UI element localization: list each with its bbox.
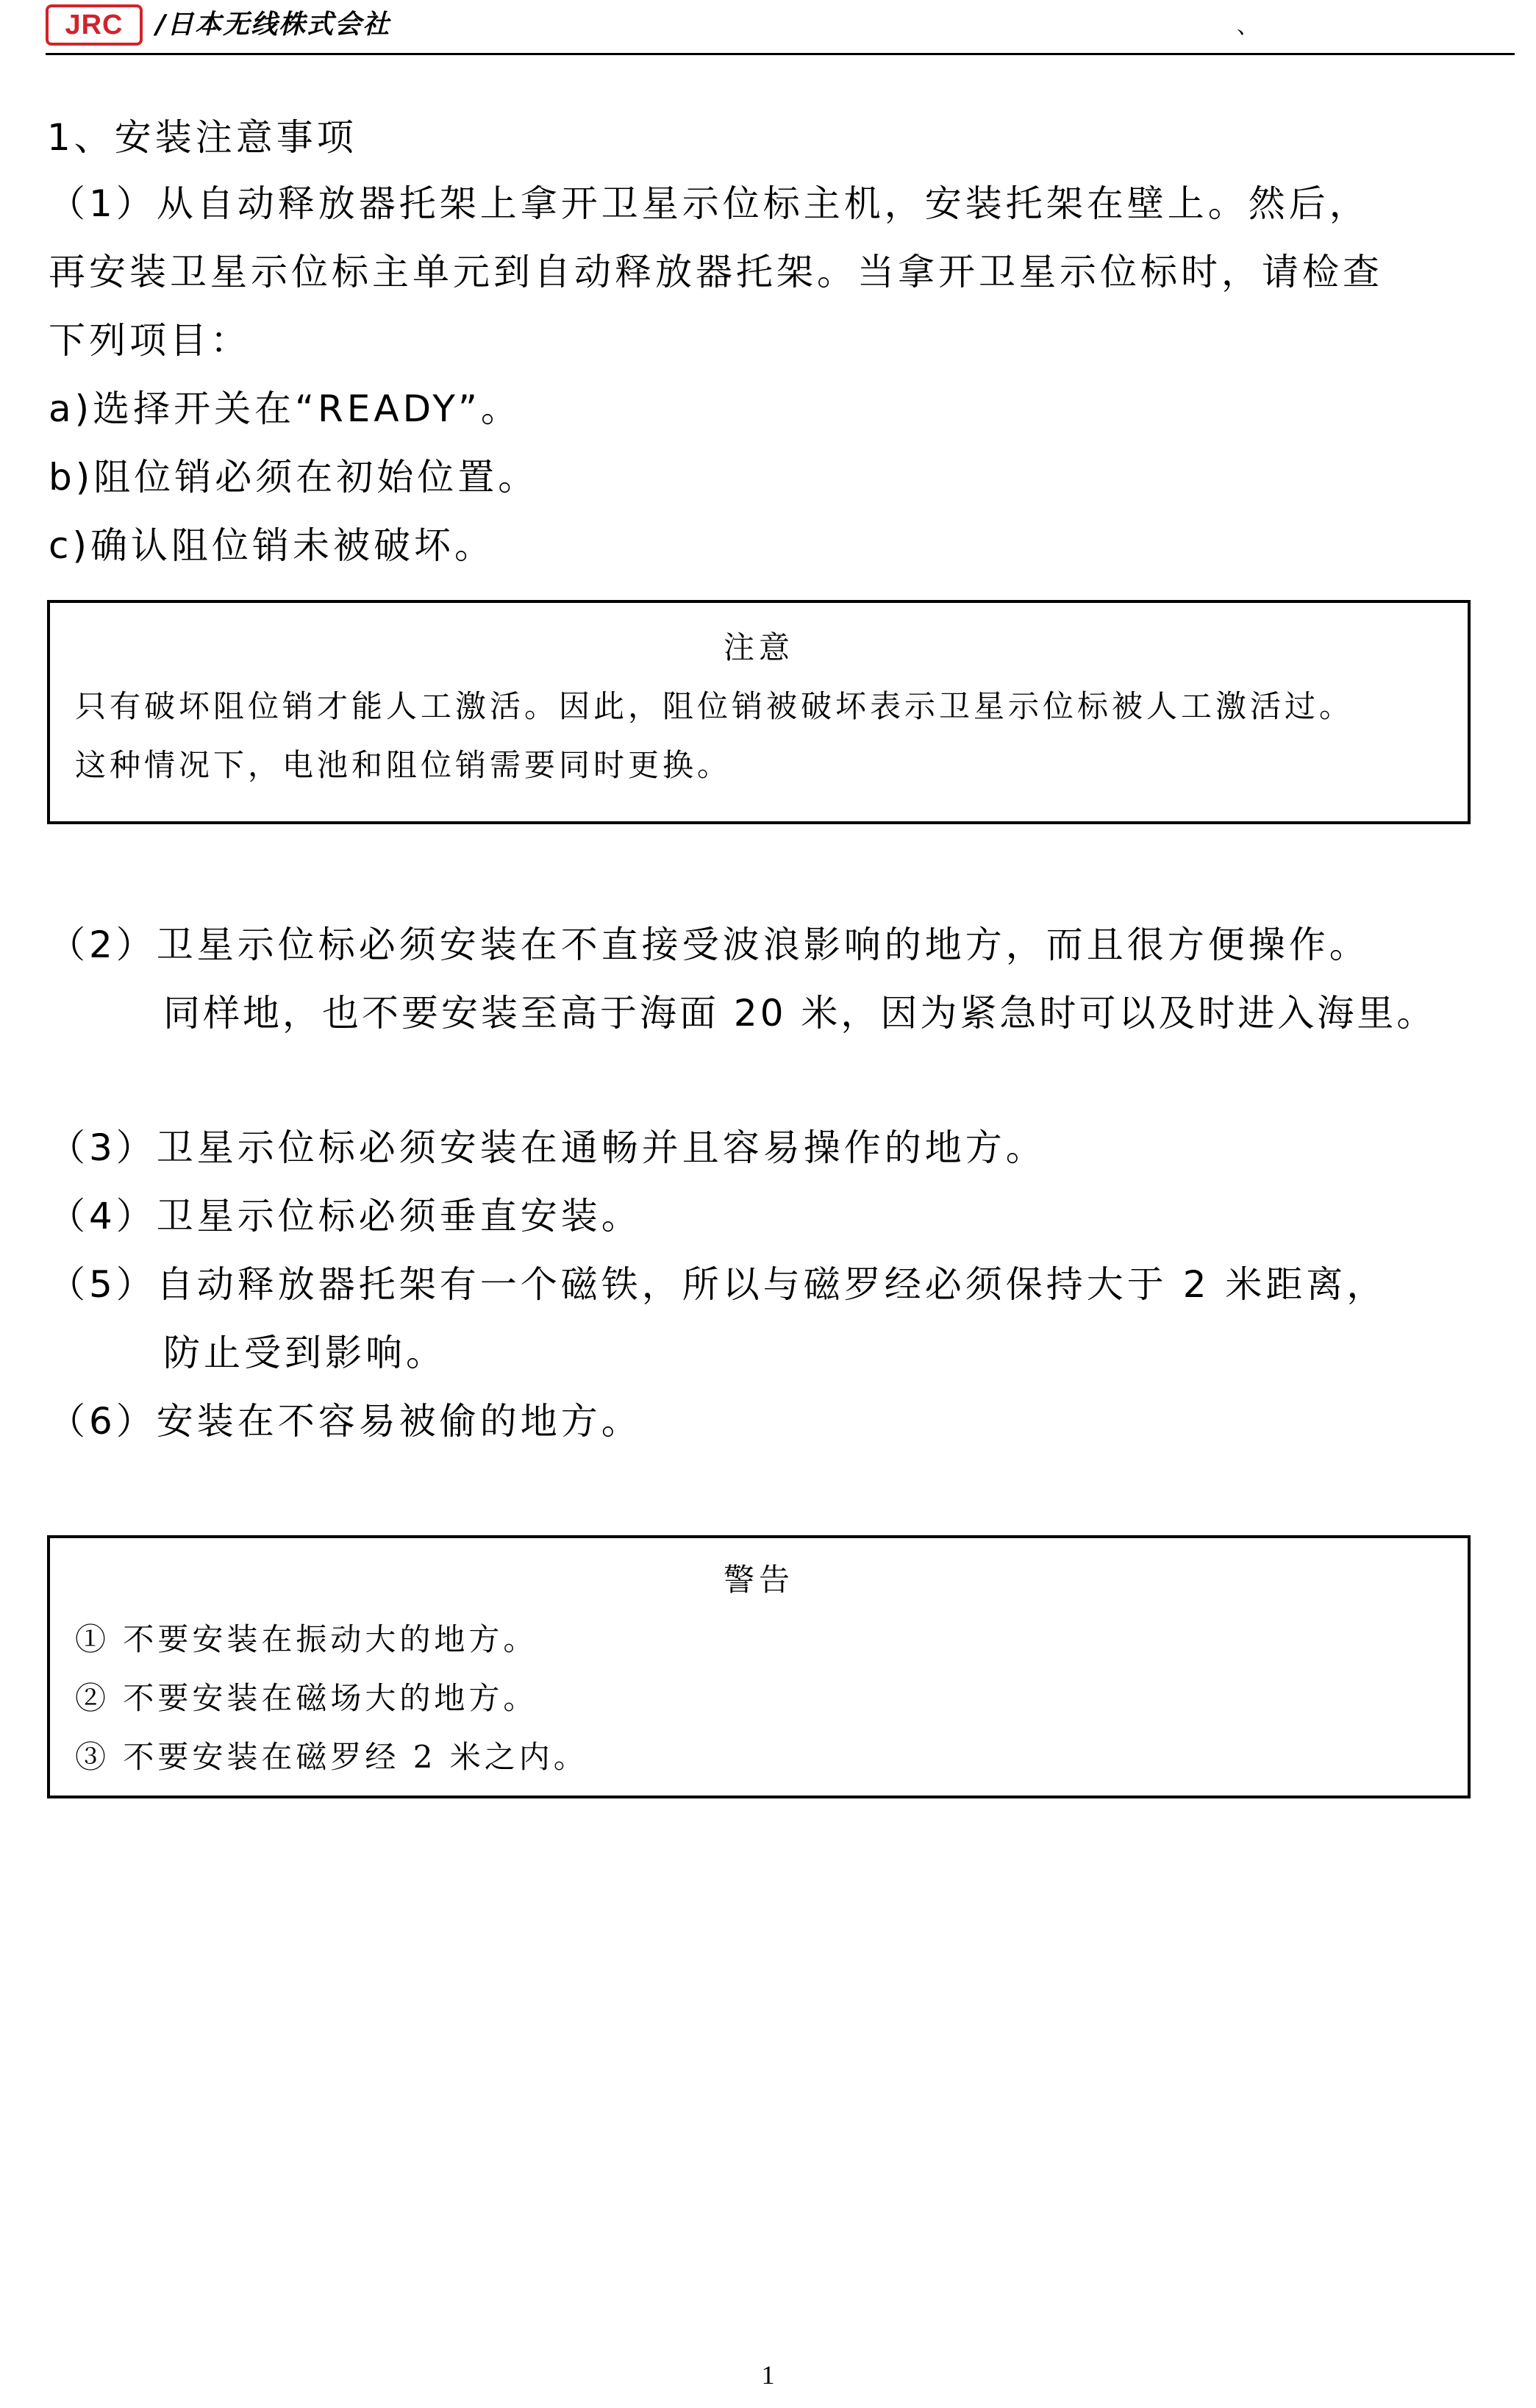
para1-line3: 下列项目：	[49, 319, 251, 362]
check-item-a: a)选择开关在“READY”。	[49, 387, 521, 430]
company-name: /日本无线株式会社	[156, 10, 391, 40]
warning-line-2: ② 不要安装在磁场大的地方。	[75, 1680, 538, 1716]
para2-line1: （2）卫星示位标必须安装在不直接受波浪影响的地方，而且很方便操作。	[49, 923, 1370, 966]
page-header	[46, 4, 1515, 55]
page-number: 1	[761, 2360, 775, 2390]
para5-line1: （5）自动释放器托架有一个磁铁，所以与磁罗经必须保持大于 2 米距离，	[49, 1263, 1387, 1306]
para4: （4）卫星示位标必须垂直安装。	[49, 1195, 642, 1237]
para1-line1: （1）从自动释放器托架上拿开卫星示位标主机，安装托架在壁上。然后，	[49, 182, 1370, 225]
para5-line2: 防止受到影响。	[163, 1332, 446, 1374]
notice-line-2: 这种情况下，电池和阻位销需要同时更换。	[75, 747, 732, 783]
warning-title: 警告	[723, 1562, 794, 1598]
warning-line-3: ③ 不要安装在磁罗经 2 米之内。	[75, 1739, 588, 1775]
notice-line-1: 只有破坏阻位销才能人工激活。因此，阻位销被破坏表示卫星示位标被人工激活过。	[75, 688, 1354, 724]
notice-box	[47, 600, 1471, 824]
section-title: 1、安装注意事项	[47, 116, 357, 159]
para1-line2: 再安装卫星示位标主单元到自动释放器托架。当拿开卫星示位标时，请检查	[49, 251, 1383, 293]
para2-line2: 同样地，也不要安装至高于海面 20 米，因为紧急时可以及时进入海里。	[163, 992, 1437, 1035]
warning-line-1: ① 不要安装在振动大的地方。	[75, 1621, 538, 1657]
notice-title: 注意	[723, 629, 794, 665]
para3: （3）卫星示位标必须安装在通畅并且容易操作的地方。	[49, 1126, 1046, 1169]
header-mark: 、	[1237, 13, 1259, 39]
check-item-c: c)确认阻位销未被破坏。	[49, 524, 495, 567]
warning-box	[47, 1535, 1471, 1798]
para6: （6）安装在不容易被偷的地方。	[49, 1400, 642, 1443]
jrc-logo: JRC	[46, 4, 143, 46]
check-item-b: b)阻位销必须在初始位置。	[49, 456, 539, 499]
